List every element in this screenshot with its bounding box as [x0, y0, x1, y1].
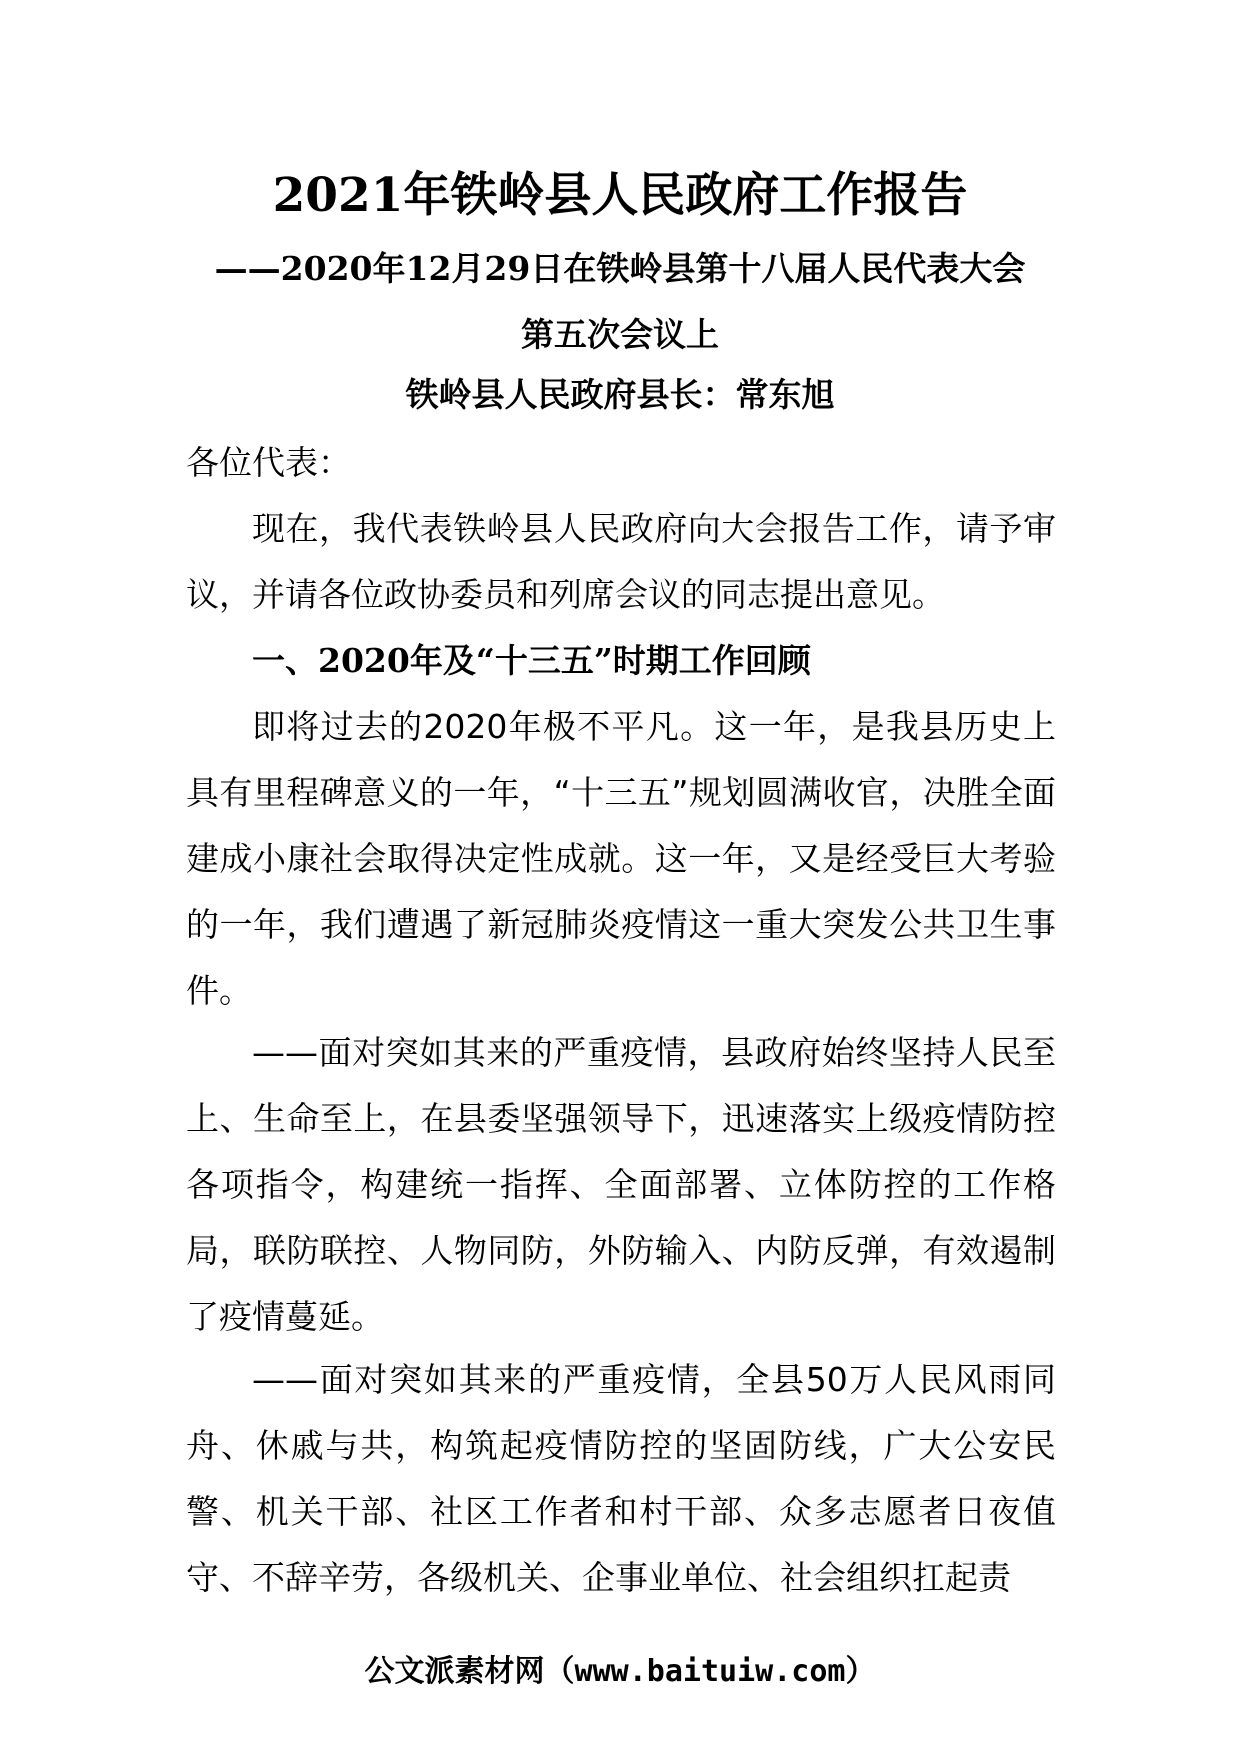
- document-subtitle: ——2020年12月29日在铁岭县第十八届人民代表大会第五次会议上: [214, 249, 1026, 354]
- document-author: 铁岭县人民政府县长：常东旭: [405, 375, 835, 414]
- footer-url: （www.baituiw.com）: [544, 1654, 876, 1689]
- footer-watermark: [0, 1650, 1240, 1694]
- paragraph-epidemic-government: ——面对突如其来的严重疫情，县政府始终坚持人民至上、生命至上，在县委坚强领导下，迅速落实上级疫情防控各项指令，构建统一指挥、全面部署、立体防控的工作格局，联防联控、人物同防，外防输入、内防反弹，有效遏制了疫情蔓延。: [186, 1033, 1056, 1336]
- paragraph-review: 即将过去的2020年极不平凡。这一年，是我县历史上具有里程碑意义的一年，“十三五”规划圆满收官，决胜全面建成小康社会取得决定性成就。这一年，又是经受巨大考验的一年，我们遭遇了新冠肺炎疫情这一重大突发公共卫生事件。: [186, 707, 1056, 1010]
- section-heading: 一、2020年及“十三五”时期工作回顾: [252, 641, 811, 680]
- paragraph-intro: 现在，我代表铁岭县人民政府向大会报告工作，请予审议，并请各位政协委员和列席会议的同志提出意见。: [186, 509, 1056, 614]
- document-title: 2021年铁岭县人民政府工作报告: [272, 168, 968, 223]
- footer-site-name: 公文派素材网: [364, 1654, 545, 1689]
- paragraph-epidemic-people: ——面对突如其来的严重疫情，全县50万人民风雨同舟、休戚与共，构筑起疫情防控的坚固防线，广大公安民警、机关干部、社区工作者和村干部、众多志愿者日夜值守、不辞辛劳，各级机关、企事业单位、社会组织扛起责: [186, 1360, 1056, 1597]
- salutation: 各位代表：: [186, 443, 351, 482]
